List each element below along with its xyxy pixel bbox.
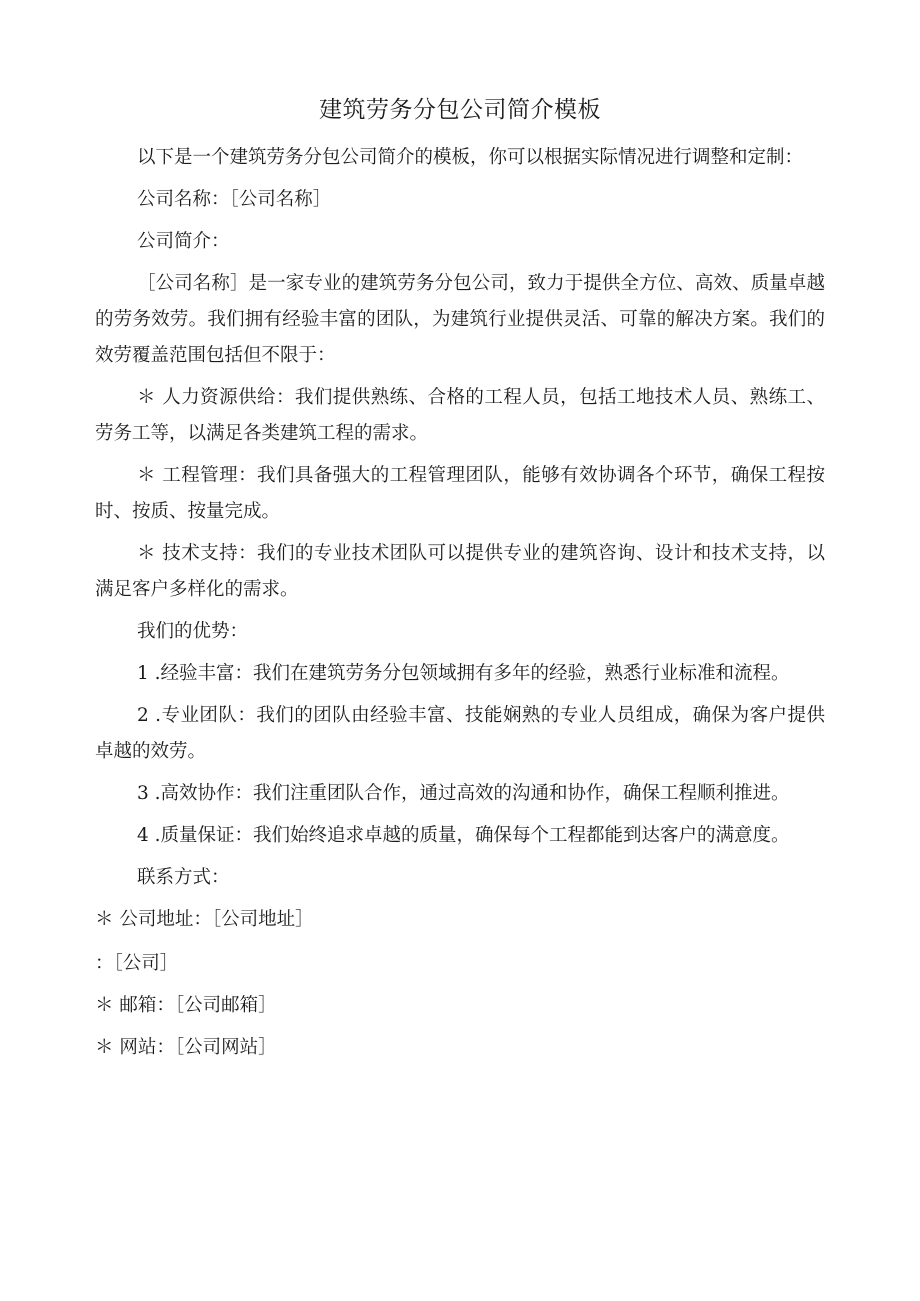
contact-heading: 联系方式： [137, 867, 230, 888]
contact-address: ＊ 公司地址：［公司地址］ [95, 909, 314, 930]
company-intro-heading: 公司简介： [137, 231, 230, 252]
advantage-item-quality: 4 .质量保证：我们始终追求卓越的质量，确保每个工程都能到达客户的满意度。 [137, 825, 790, 846]
document-body [95, 140, 825, 1072]
advantages-heading: 我们的优势： [137, 621, 249, 642]
service-item-hr: ＊ 人力资源供给：我们提供熟练、合格的工程人员，包括工地技术人员、熟练工、劳务工等，以满足各类建筑工程的需求。 [95, 387, 825, 444]
company-intro-paragraph: ［公司名称］是一家专业的建筑劳务分包公司，致力于提供全方位、高效、质量卓越的劳务效劳。我们拥有经验丰富的团队，为建筑行业提供灵活、可靠的解决方案。我们的效劳覆盖范围包括但不限于： [95, 273, 825, 366]
contact-email: ＊ 邮箱：［公司邮箱］ [95, 995, 277, 1016]
contact-phone: ：［公司］ [95, 953, 179, 974]
contact-website: ＊ 网站：［公司网站］ [95, 1037, 277, 1058]
service-item-management: ＊ 工程管理：我们具备强大的工程管理团队，能够有效协调各个环节，确保工程按时、按质、按量完成。 [95, 465, 825, 522]
service-item-tech: ＊ 技术支持：我们的专业技术团队可以提供专业的建筑咨询、设计和技术支持，以满足客户多样化的需求。 [95, 543, 825, 600]
company-name-line: 公司名称：［公司名称］ [137, 189, 332, 210]
advantage-item-team: 2 .专业团队：我们的团队由经验丰富、技能娴熟的专业人员组成，确保为客户提供卓越的效劳。 [95, 705, 825, 762]
intro-paragraph: 以下是一个建筑劳务分包公司简介的模板，你可以根据实际情况进行调整和定制： [137, 147, 804, 168]
document-title: 建筑劳务分包公司简介模板 [319, 97, 601, 123]
advantage-item-collaboration: 3 .高效协作：我们注重团队合作，通过高效的沟通和协作，确保工程顺利推进。 [137, 783, 790, 804]
advantage-item-experience: 1 .经验丰富：我们在建筑劳务分包领域拥有多年的经验，熟悉行业标准和流程。 [137, 663, 790, 684]
